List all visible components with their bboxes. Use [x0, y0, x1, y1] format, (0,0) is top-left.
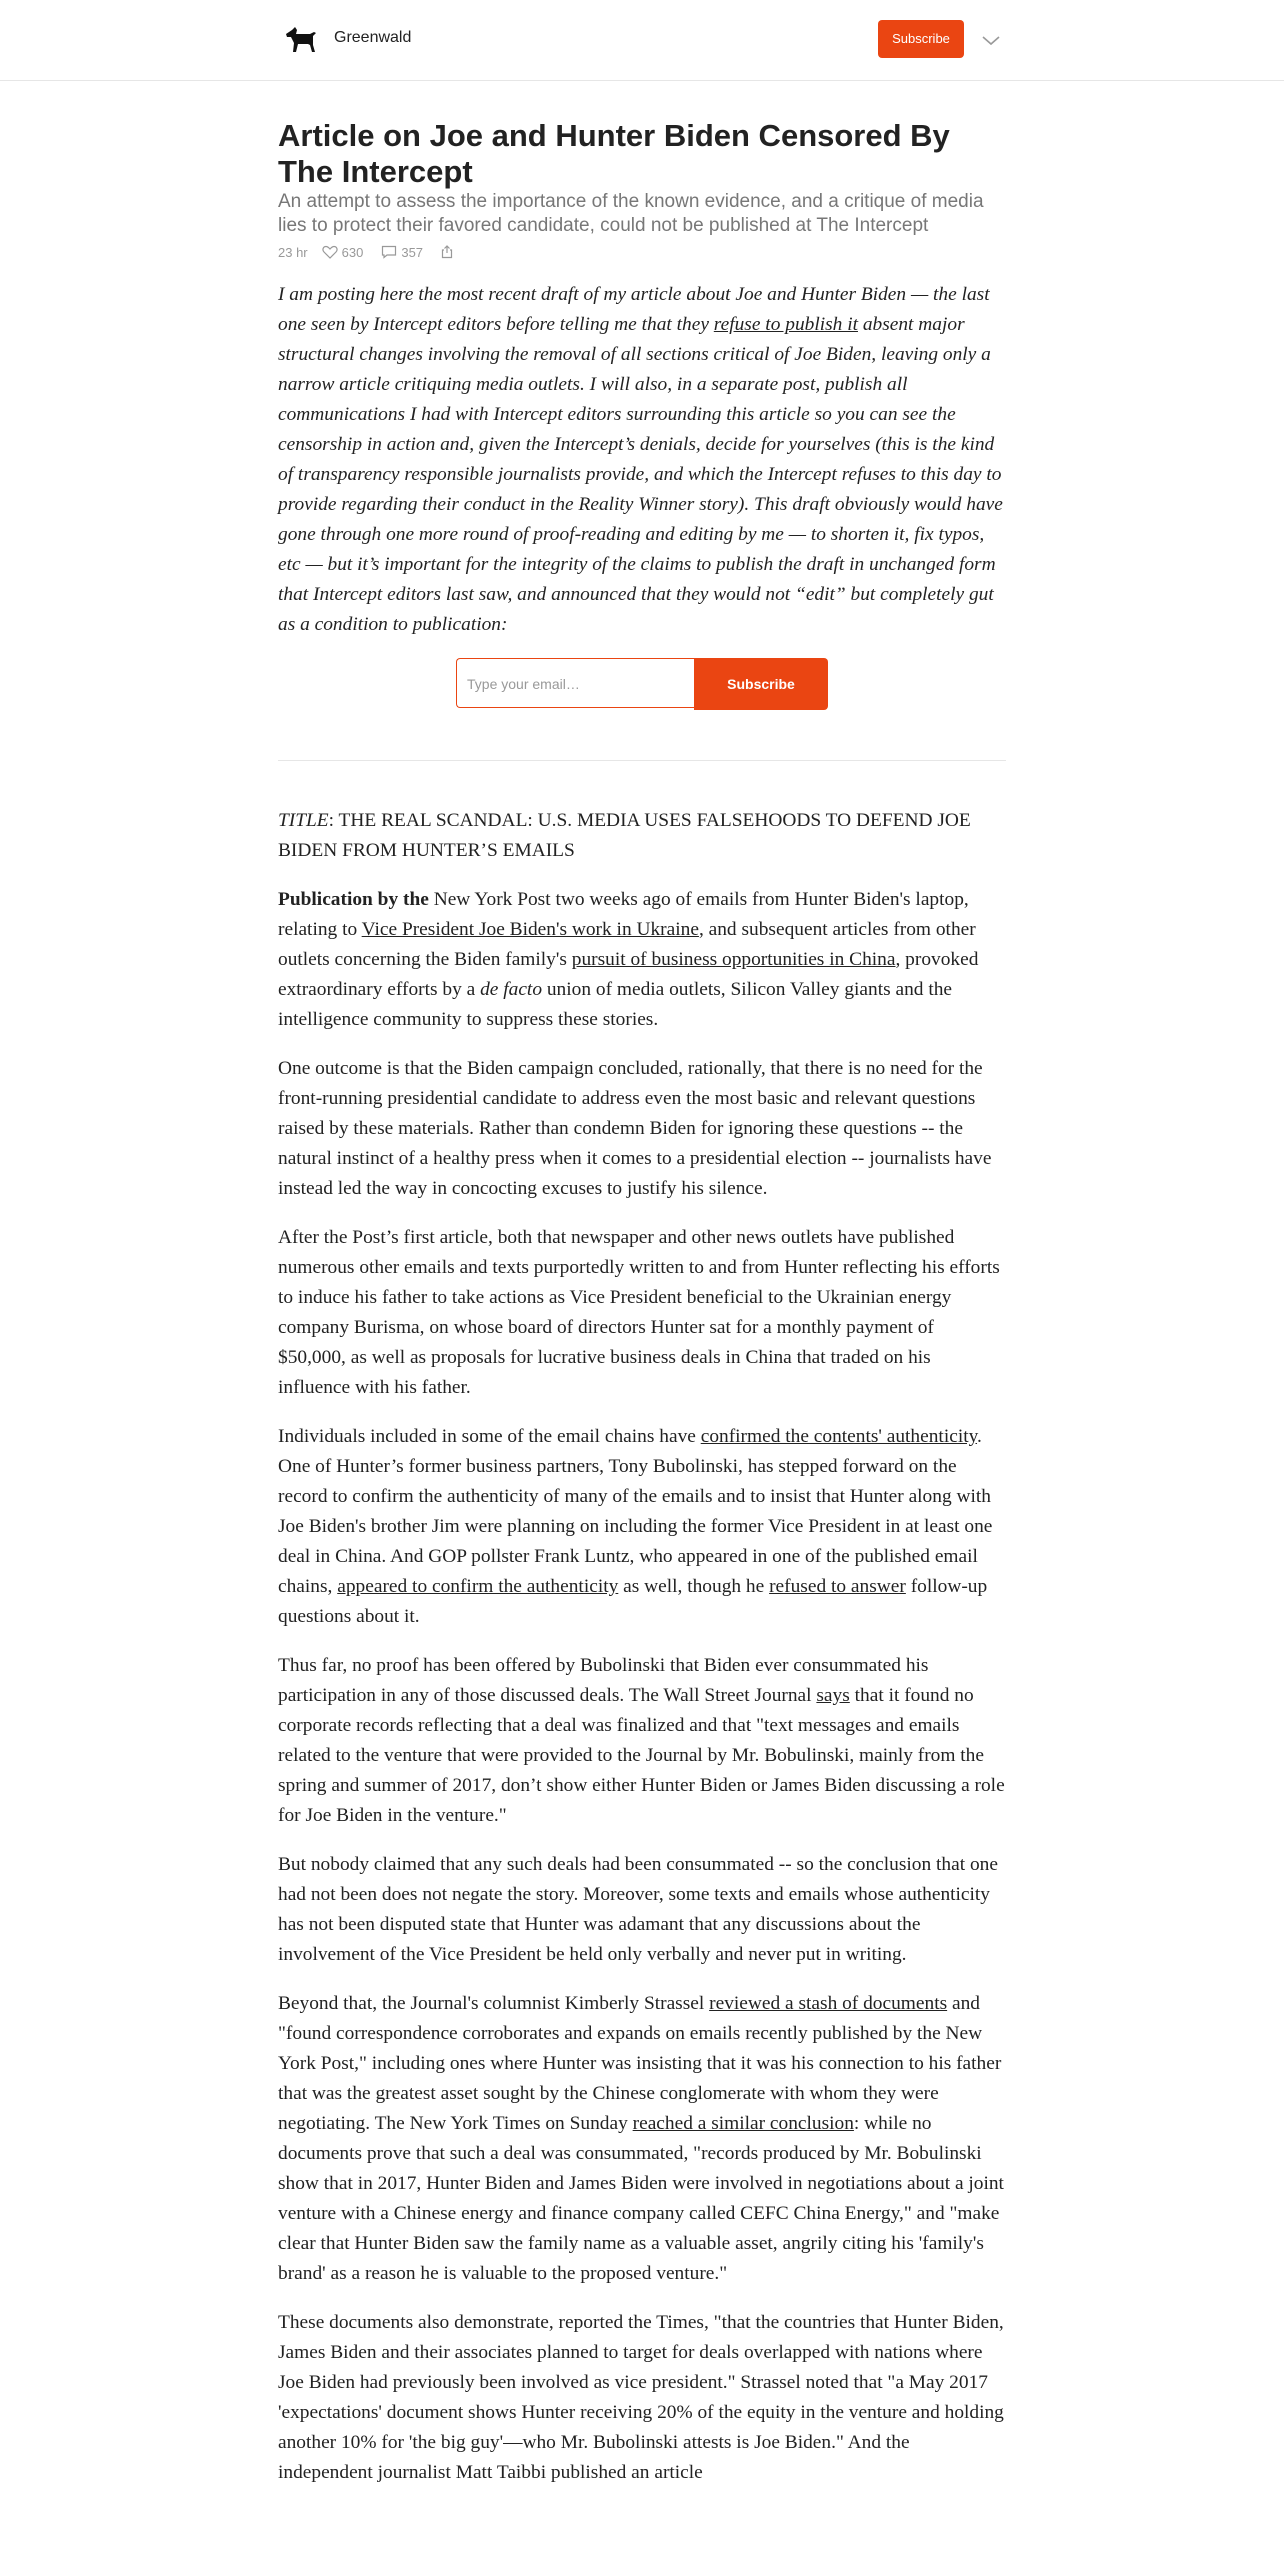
post-meta [278, 243, 469, 261]
p4-text-2: . One of Hunter’s former business partners, Tony Bubolinski, has stepped forward on the record to confirm the authenticity of many of the emails and to insist that Hunter along with Joe Biden's brother Jim were planning on including the former Vice President in at least one deal in China. And GOP pollster Frank Luntz, who appeared in one of the published email chains, [278, 1426, 993, 1597]
p5-text-2: that it found no corporate records reflecting that a deal was finalized and that "text messages and emails related to the venture that were provided to the Journal by Mr. Bobulinski, mainly from the spring and summer of 2017, don’t show either Hunter Biden or James Biden discussing a role for Joe Biden in the venture." [278, 1685, 1005, 1826]
p1-text-4: union of media outlets, Silicon Valley giants and the intelligence community to suppress these stories. [278, 979, 953, 1030]
post-subtitle: An attempt to assess the importance of the known evidence, and a critique of media lies to protect their favored candidate, could not be published at The Intercept [278, 191, 984, 236]
article-title-line [278, 806, 1006, 866]
post-age: 23 hr [278, 244, 308, 260]
email-signup [456, 658, 828, 714]
paragraph-1 [278, 885, 1006, 1035]
similar-conclusion-link[interactable]: reached a similar conclusion [632, 2113, 854, 2134]
intro-text: I am posting here the most recent draft of my article about Joe and Hunter Biden — the last one seen by Intercept editors before telling me that they [278, 284, 990, 335]
p7-text-2: and "found correspondence corroborates and expands on emails recently published by the New York Post," including ones where Hunter was insisting that it was his connection to his father that was the greatest asset sought by the Chinese conglomerate with whom they were negotiating. The New York Times on Sunday [278, 1993, 1002, 2134]
paragraph-7 [278, 1989, 1006, 2289]
p1-lead: Publication by the [278, 889, 429, 910]
article-body [278, 806, 1006, 2507]
comments-button[interactable] [381, 245, 429, 260]
like-button[interactable] [322, 245, 370, 260]
p5-text: Thus far, no proof has been offered by Bubolinski that Biden ever consummated his participation in any of those discussed deals. The Wall Street Journal [278, 1655, 929, 1706]
paragraph-2: One outcome is that the Biden campaign concluded, rationally, that there is no need for the front-running presidential candidate to address even the most basic and relevant questions raised by these materials. Rather than condemn Biden for ignoring these questions -- the natural instinct of a healthy press when it comes to a presidential election -- journalists have instead led the way in concocting excuses to justify his silence. [278, 1058, 992, 1199]
p1-de-facto: de facto [480, 979, 543, 1000]
title-label: TITLE [278, 810, 329, 831]
comment-count: 357 [401, 244, 424, 260]
p7-text: Beyond that, the Journal's columnist Kimberly Strassel [278, 1993, 710, 2014]
refuse-to-publish-link[interactable]: refuse to publish it [713, 314, 858, 335]
intro-note [278, 280, 1006, 640]
heart-icon [322, 245, 338, 259]
paragraph-3: After the Post’s first article, both that newspaper and other news outlets have published numerous other emails and texts purportedly written to and from Hunter reflecting his efforts to induce his father to take actions as Vice President beneficial to the Ukrainian energy company Burisma, on whose board of directors Hunter sat for a monthly payment of $50,000, as well as proposals for lucrative business deals in China that traded on his influence with his father. [278, 1227, 1000, 1398]
like-count: 630 [341, 244, 364, 260]
paragraph-4 [278, 1422, 1006, 1632]
stash-of-documents-link[interactable]: reviewed a stash of documents [709, 1993, 948, 2014]
p4-text-4: follow-up questions about it. [278, 1576, 988, 1627]
divider [278, 760, 1006, 761]
share-icon [441, 245, 453, 259]
dog-logo-icon[interactable] [283, 24, 317, 54]
p1-text-2: , and subsequent articles from other outlets concerning the Biden family's [278, 919, 976, 970]
paragraph-5 [278, 1651, 1006, 1831]
post-title: Article on Joe and Hunter Biden Censored By The Intercept [278, 118, 950, 189]
p7-text-3: : while no documents prove that such a deal was consummated, "records produced by Mr. Bobulinski show that in 2017, Hunter Biden and James Biden were involved in negotiations about a joint venture with a Chinese energy and finance company called CEFC China Energy," and "make clear that Hunter Biden saw the family name as a valuable asset, angrily citing his 'family's brand' as a reason he is valuable to the proposed venture." [278, 2113, 1004, 2284]
china-business-link[interactable]: pursuit of business opportunities in China [571, 949, 896, 970]
confirm-authenticity-link[interactable]: appeared to confirm the authenticity [337, 1576, 619, 1597]
p1-text-3: , provoked extraordinary efforts by a [278, 949, 979, 1000]
intro-text-cont: absent major structural changes involving the removal of all sections critical of Joe Biden, leaving only a narrow article critiquing media outlets. I will also, in a separate post, publish all communications I had with Intercept editors surrounding this article so you can see the censorship in action and, given the Intercept’s denials, decide for yourselves (this is the kind of transparency responsible journalists provide, and which the Intercept refuses to this day to provide regarding their conduct in the Reality Winner story). This draft obviously would have gone through one more round of proof-reading and editing by me — to shorten it, fix typos, etc — but it’s important for the integrity of the claims to publish the draft in unchanged form that Intercept editors last saw, and announced that they would not “edit” but completely gut as a condition to publication: [278, 314, 1003, 635]
comment-icon [381, 245, 397, 259]
paragraph-6: But nobody claimed that any such deals had been consummated -- so the conclusion that one had not been does not negate the story. Moreover, some texts and emails whose authenticity has not been disputed state that Hunter was adamant that any discussions about the involvement of the Vice President be held only verbally and never put in writing. [278, 1854, 998, 1965]
confirmed-contents-link[interactable]: confirmed the contents' authenticity [700, 1426, 978, 1447]
refused-to-answer-link[interactable]: refused to answer [769, 1576, 906, 1597]
p4-text: Individuals included in some of the email chains have [278, 1426, 701, 1447]
publication-name[interactable]: Greenwald [334, 29, 412, 46]
title-text: : THE REAL SCANDAL: U.S. MEDIA USES FALSEHOODS TO DEFEND JOE BIDEN FROM HUNTER’S EMAILS [278, 810, 971, 861]
top-bar [0, 0, 1284, 81]
ukraine-link[interactable]: Vice President Joe Biden's work in Ukraine [361, 919, 699, 940]
p1-text: New York Post two weeks ago of emails from Hunter Biden's laptop, relating to [278, 889, 969, 940]
subscribe-button[interactable]: Subscribe [694, 658, 828, 710]
share-button[interactable] [441, 245, 457, 259]
header-subscribe-button[interactable]: Subscribe [878, 20, 964, 58]
p4-text-3: as well, though he [618, 1576, 770, 1597]
email-input[interactable]: Type your email… [456, 658, 694, 708]
chevron-down-icon[interactable] [980, 30, 1002, 50]
wsj-says-link[interactable]: says [816, 1685, 850, 1706]
paragraph-8: These documents also demonstrate, reported the Times, "that the countries that Hunter Biden, James Biden and their associates planned to target for deals overlapped with nations where Joe Biden had previously been involved as vice president." Strassel noted that "a May 2017 'expectations' document shows Hunter receiving 20% of the equity in the venture and holding another 10% for 'the big guy'—who Mr. Bubolinski attests is Joe Biden." And the independent journalist Matt Taibbi published an article [278, 2312, 1004, 2483]
